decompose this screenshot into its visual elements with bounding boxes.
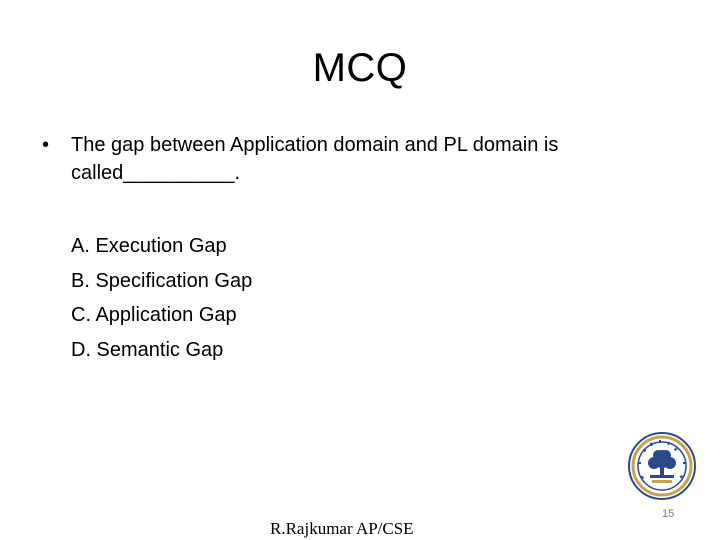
- question-text: [71, 131, 662, 187]
- question-line-2: called__________.: [71, 162, 241, 184]
- answer-options: [71, 229, 252, 367]
- university-seal-icon: [628, 432, 696, 500]
- page-number: 15: [662, 508, 675, 520]
- option-a: A. Execution Gap: [71, 235, 227, 257]
- option-d: D. Semantic Gap: [71, 338, 224, 361]
- option-b: B. Specification Gap: [71, 269, 253, 292]
- question-bullet: [42, 131, 662, 187]
- bullet-icon: •: [42, 134, 50, 156]
- option-c: C. Application Gap: [71, 304, 237, 326]
- footer-author: R.Rajkumar AP/CSE: [270, 519, 414, 538]
- slide-title: MCQ: [312, 46, 408, 90]
- question-line-1: The gap between Application domain and PL domain is: [71, 134, 559, 156]
